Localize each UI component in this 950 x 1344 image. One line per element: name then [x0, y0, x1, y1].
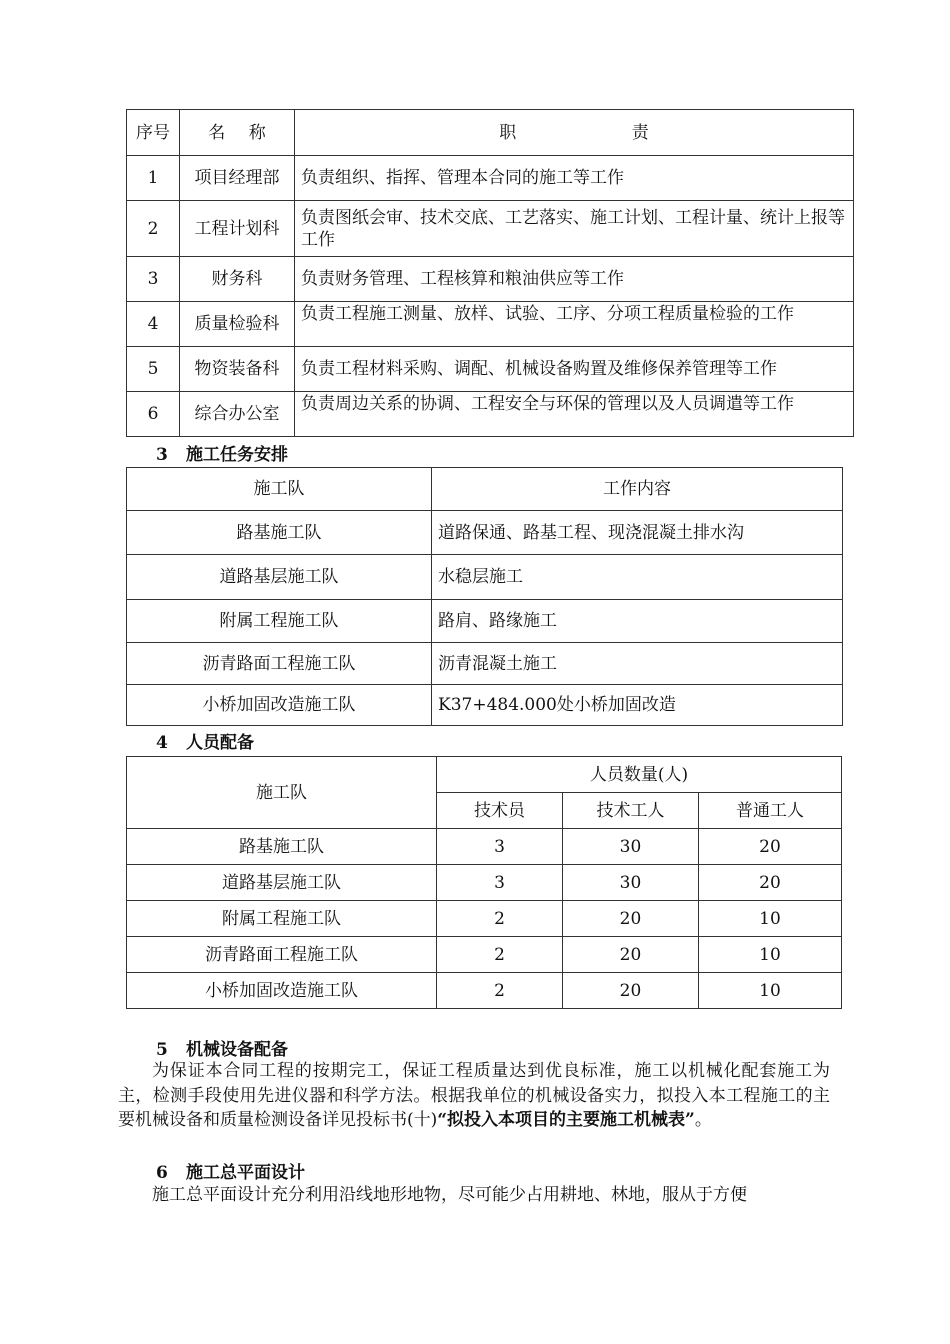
row-general-worker: 20 [699, 829, 842, 865]
table-row [127, 156, 854, 201]
row-team: 附属工程施工队 [127, 901, 437, 937]
row-team: 路基施工队 [127, 511, 432, 555]
header-content: 工作内容 [432, 468, 843, 511]
row-index: 2 [127, 201, 180, 257]
row-technician: 2 [437, 937, 563, 973]
table-row [127, 901, 842, 937]
table-row [127, 973, 842, 1009]
section-6-heading [156, 1158, 305, 1183]
row-skilled-worker: 30 [563, 829, 699, 865]
header-technician: 技术员 [437, 793, 563, 829]
row-index: 4 [127, 302, 180, 347]
header-staff-count: 人员数量(人) [437, 757, 842, 793]
section-number: 3 [156, 445, 168, 465]
table-row [127, 302, 854, 347]
row-duty: 负责周边关系的协调、工程安全与环保的管理以及人员调遣等工作 [301, 394, 794, 414]
row-skilled-worker: 30 [563, 865, 699, 901]
row-team: 沥青路面工程施工队 [127, 937, 437, 973]
row-team: 小桥加固改造施工队 [127, 685, 432, 726]
section-5-heading [156, 1035, 288, 1060]
row-name: 工程计划科 [180, 201, 295, 257]
table-row [127, 392, 854, 437]
row-team: 小桥加固改造施工队 [127, 973, 437, 1009]
section-number: 4 [156, 733, 168, 753]
row-name: 项目经理部 [180, 156, 295, 201]
section-number: 5 [156, 1040, 168, 1060]
section-6-paragraph [118, 1183, 830, 1208]
table-row [127, 937, 842, 973]
table-row [127, 201, 854, 257]
row-team: 路基施工队 [127, 829, 437, 865]
row-team: 沥青路面工程施工队 [127, 643, 432, 685]
table-row [127, 643, 843, 685]
row-content: 水稳层施工 [432, 555, 843, 600]
header-general-worker: 普通工人 [699, 793, 842, 829]
row-technician: 3 [437, 865, 563, 901]
row-duty: 负责财务管理、工程核算和粮油供应等工作 [295, 257, 854, 302]
row-name: 质量检验科 [180, 302, 295, 347]
row-duty: 负责工程施工测量、放样、试验、工序、分项工程质量检验的工作 [301, 304, 794, 324]
row-content: K37+484.000处小桥加固改造 [432, 685, 843, 726]
row-technician: 3 [437, 829, 563, 865]
table-row [127, 511, 843, 555]
section-number: 6 [156, 1163, 168, 1183]
row-skilled-worker: 20 [563, 973, 699, 1009]
row-name: 财务科 [180, 257, 295, 302]
paragraph-text: 施工总平面设计充分利用沿线地形地物，尽可能少占用耕地、林地，服从于方便 [152, 1185, 747, 1205]
section-title: 人员配备 [186, 733, 254, 753]
table-row [127, 685, 843, 726]
row-team: 道路基层施工队 [127, 865, 437, 901]
row-duty: 负责组织、指挥、管理本合同的施工等工作 [295, 156, 854, 201]
header-name: 名 称 [180, 110, 295, 156]
paragraph-bold-reference: “拟投入本项目的主要施工机械表” [437, 1110, 695, 1130]
row-name: 综合办公室 [180, 392, 295, 437]
table-row [127, 829, 842, 865]
row-team: 附属工程施工队 [127, 600, 432, 643]
department-duty-table [126, 109, 854, 437]
row-technician: 2 [437, 973, 563, 1009]
section-3-heading [156, 440, 288, 465]
table-row [127, 347, 854, 392]
row-skilled-worker: 20 [563, 901, 699, 937]
section-title: 施工总平面设计 [186, 1163, 305, 1183]
row-index: 1 [127, 156, 180, 201]
row-index: 3 [127, 257, 180, 302]
row-technician: 2 [437, 901, 563, 937]
row-general-worker: 10 [699, 937, 842, 973]
section-title: 机械设备配备 [186, 1040, 288, 1060]
row-general-worker: 20 [699, 865, 842, 901]
row-general-worker: 10 [699, 973, 842, 1009]
row-team: 道路基层施工队 [127, 555, 432, 600]
row-index: 6 [127, 392, 180, 437]
table-row [127, 257, 854, 302]
header-team: 施工队 [127, 468, 432, 511]
table-row [127, 600, 843, 643]
row-name: 物资装备科 [180, 347, 295, 392]
row-content: 沥青混凝土施工 [432, 643, 843, 685]
header-skilled-worker: 技术工人 [563, 793, 699, 829]
header-team: 施工队 [127, 757, 437, 829]
row-skilled-worker: 20 [563, 937, 699, 973]
paragraph-end: 。 [694, 1110, 712, 1130]
row-content: 路肩、路缘施工 [432, 600, 843, 643]
section-5-paragraph [118, 1059, 830, 1133]
staffing-table [126, 756, 842, 1009]
row-general-worker: 10 [699, 901, 842, 937]
row-content: 道路保通、路基工程、现浇混凝土排水沟 [432, 511, 843, 555]
paragraph-text: 为保证本合同工程的按期完工，保证工程质量达到优良标准，施工以机械化配套施工为主，检测手段使用先进仪器和科学方法。根据我单位的机械设备实力，拟投入本工程施工的主要机械设备和质量检测设备详见投标书(十) [118, 1061, 830, 1130]
table-row [127, 555, 843, 600]
row-duty: 负责图纸会审、技术交底、工艺落实、施工计划、工程计量、统计上报等工作 [295, 201, 854, 257]
section-4-heading [156, 728, 254, 753]
header-index: 序号 [127, 110, 180, 156]
header-duty: 职 责 [295, 110, 854, 156]
task-assignment-table [126, 467, 843, 726]
row-duty: 负责工程材料采购、调配、机械设备购置及维修保养管理等工作 [295, 347, 854, 392]
section-title: 施工任务安排 [186, 445, 288, 465]
row-index: 5 [127, 347, 180, 392]
table-row [127, 865, 842, 901]
